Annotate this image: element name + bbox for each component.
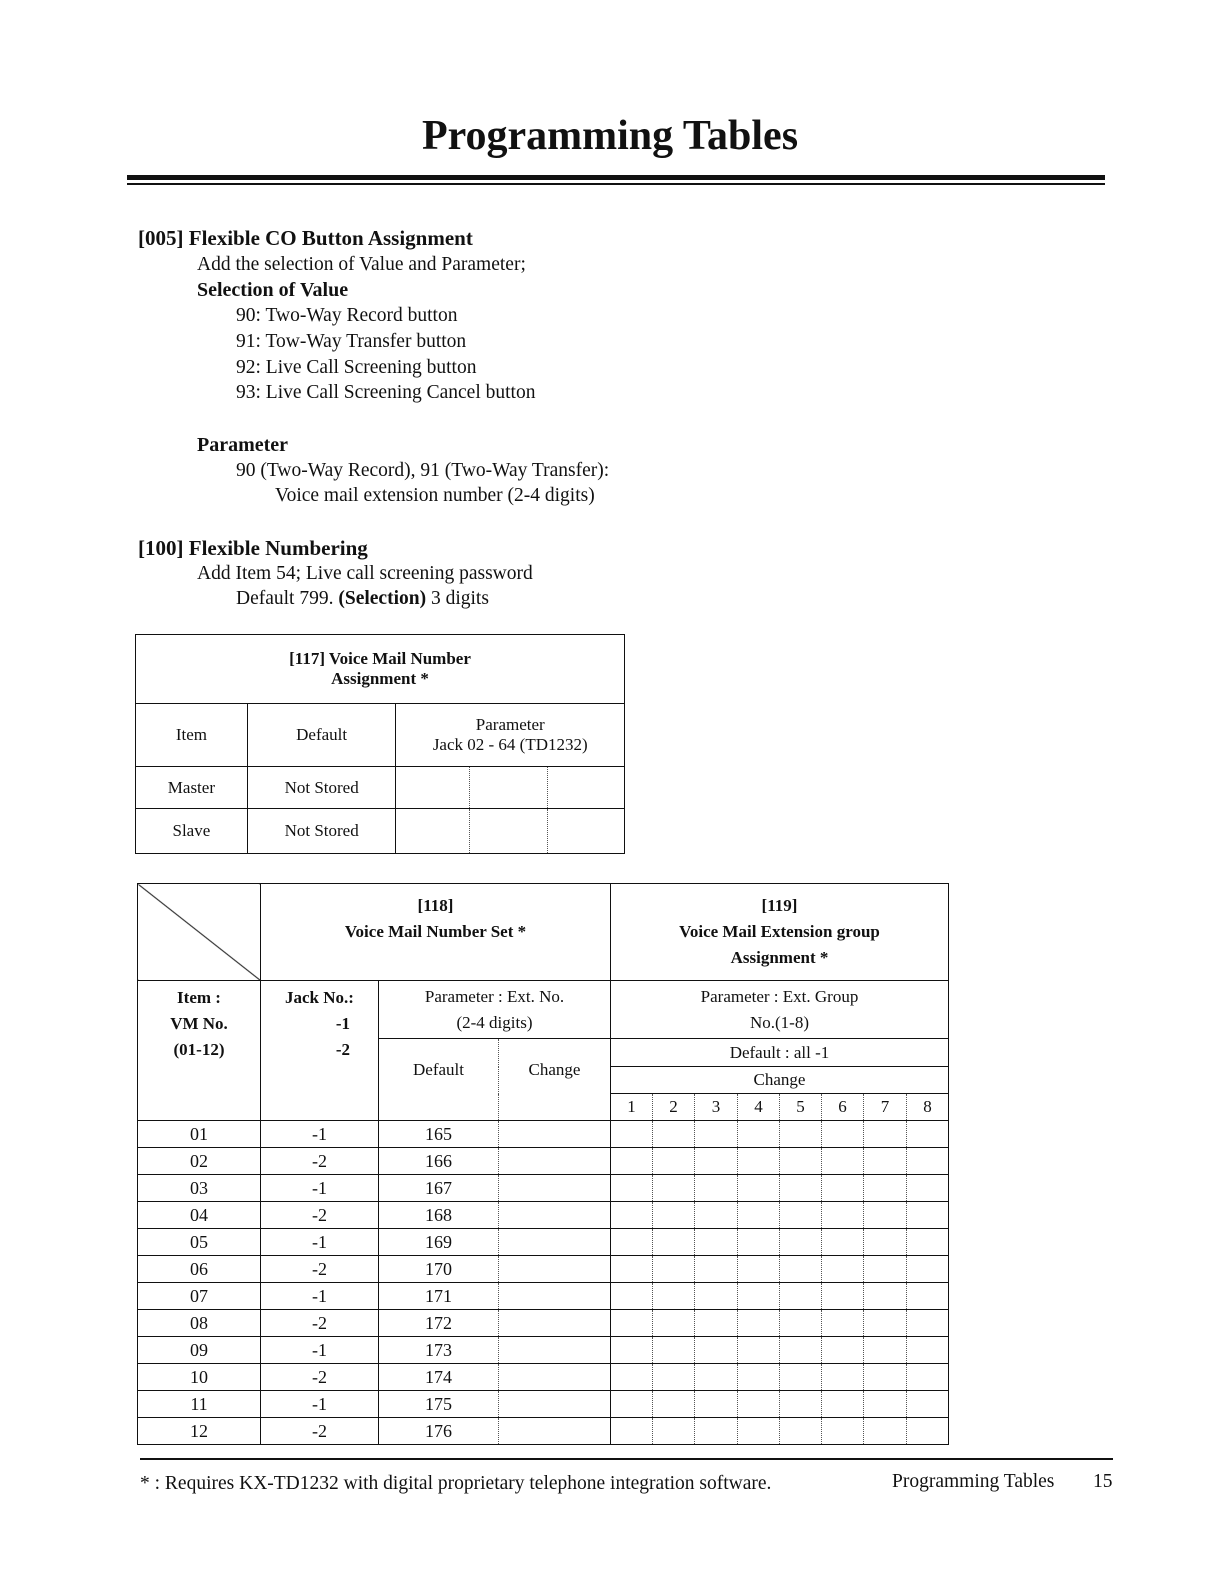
group-change-cell[interactable] — [864, 1418, 907, 1445]
group-change-cell[interactable] — [653, 1175, 695, 1202]
text: Parameter : Ext. No. — [424, 986, 565, 1006]
group-change-cell[interactable] — [822, 1391, 864, 1418]
group-change-cell[interactable] — [695, 1229, 738, 1256]
group-change-cell[interactable] — [780, 1175, 822, 1202]
col-param-group — [611, 981, 949, 1039]
title-line: [117] Voice Mail Number — [289, 649, 471, 668]
table-row — [138, 1418, 949, 1445]
text: No.(1-8) — [749, 1012, 809, 1032]
group-change-cell[interactable] — [738, 1283, 780, 1310]
jack-cell: -2 — [261, 1310, 379, 1337]
text: (01-12) — [173, 1040, 225, 1059]
vm-no-cell: 04 — [138, 1202, 261, 1229]
group-change-cell[interactable] — [653, 1121, 695, 1148]
group-change-cell[interactable] — [864, 1202, 907, 1229]
vm-no-cell: 11 — [138, 1391, 261, 1418]
col-default: Default — [379, 1039, 499, 1121]
group-change-cell[interactable] — [780, 1391, 822, 1418]
cell: Slave — [136, 809, 248, 854]
header-118 — [261, 884, 611, 981]
input-cell[interactable] — [396, 809, 470, 854]
default-ext-cell: 170 — [379, 1256, 499, 1283]
text: (2-4 digits) — [456, 1012, 533, 1032]
group-change-cell[interactable] — [864, 1229, 907, 1256]
group-change-cell[interactable] — [907, 1337, 949, 1364]
vm-no-cell: 12 — [138, 1418, 261, 1445]
group-change-cell[interactable] — [822, 1175, 864, 1202]
group-change-cell[interactable] — [864, 1256, 907, 1283]
vm-no-cell: 07 — [138, 1283, 261, 1310]
jack-cell: -1 — [261, 1337, 379, 1364]
group-change-cell[interactable] — [653, 1364, 695, 1391]
group-change-cell[interactable] — [653, 1202, 695, 1229]
parameter-line: 90 (Two-Way Record), 91 (Two-Way Transfer): — [236, 460, 610, 481]
group-change-cell[interactable] — [822, 1337, 864, 1364]
input-cell[interactable] — [548, 767, 625, 809]
group-change-cell[interactable] — [695, 1121, 738, 1148]
change-ext-cell[interactable] — [499, 1283, 611, 1310]
group-number: 4 — [738, 1094, 780, 1121]
jack-cell: -2 — [261, 1418, 379, 1445]
default-all: Default : all -1 — [611, 1039, 949, 1067]
table-row — [138, 1121, 949, 1148]
group-change-cell[interactable] — [695, 1202, 738, 1229]
input-cell[interactable] — [396, 767, 470, 809]
group-change-cell[interactable] — [822, 1256, 864, 1283]
change-ext-cell[interactable] — [499, 1364, 611, 1391]
group-change-cell[interactable] — [822, 1418, 864, 1445]
group-change-cell[interactable] — [822, 1310, 864, 1337]
group-change-cell[interactable] — [695, 1148, 738, 1175]
text: Parameter — [475, 715, 545, 734]
group-change-cell[interactable] — [653, 1337, 695, 1364]
group-change-cell[interactable] — [695, 1418, 738, 1445]
parameter-line: Voice mail extension number (2-4 digits) — [275, 485, 595, 506]
text: Jack No.: — [285, 988, 354, 1007]
group-change-cell[interactable] — [695, 1256, 738, 1283]
group-change-cell[interactable] — [780, 1418, 822, 1445]
group-change-cell[interactable] — [780, 1202, 822, 1229]
group-change-cell[interactable] — [738, 1148, 780, 1175]
group-change-cell[interactable] — [653, 1391, 695, 1418]
table-row — [138, 1202, 949, 1229]
jack-cell: -1 — [261, 1175, 379, 1202]
group-change-cell[interactable] — [907, 1175, 949, 1202]
default-ext-cell: 173 — [379, 1337, 499, 1364]
group-change-cell[interactable] — [907, 1364, 949, 1391]
group-change-cell[interactable] — [653, 1148, 695, 1175]
group-change-cell[interactable] — [738, 1121, 780, 1148]
value-item: 91: Tow-Way Transfer button — [236, 331, 467, 352]
default-ext-cell: 165 — [379, 1121, 499, 1148]
group-change-cell[interactable] — [738, 1364, 780, 1391]
group-number: 1 — [611, 1094, 653, 1121]
value-item: 93: Live Call Screening Cancel button — [236, 382, 536, 403]
table-row — [138, 1229, 949, 1256]
group-change-cell[interactable] — [780, 1148, 822, 1175]
diagonal-corner — [138, 884, 261, 981]
footer-rule — [140, 1458, 1113, 1460]
table-118-119 — [137, 883, 949, 1445]
col-param-ext — [379, 981, 611, 1039]
col-item: Item — [136, 704, 248, 767]
table-row — [138, 1256, 949, 1283]
group-change-cell[interactable] — [611, 1391, 653, 1418]
group-change-cell[interactable] — [907, 1148, 949, 1175]
group-change-cell[interactable] — [611, 1283, 653, 1310]
default-ext-cell: 167 — [379, 1175, 499, 1202]
table-row — [136, 809, 625, 854]
group-change-cell[interactable] — [738, 1256, 780, 1283]
title-rule-thin — [127, 183, 1105, 185]
group-change-cell[interactable] — [695, 1175, 738, 1202]
table-row — [138, 1175, 949, 1202]
group-change-cell[interactable] — [738, 1418, 780, 1445]
group-change-cell[interactable] — [695, 1364, 738, 1391]
group-change-cell[interactable] — [907, 1283, 949, 1310]
group-change-cell[interactable] — [653, 1256, 695, 1283]
group-number: 8 — [907, 1094, 949, 1121]
text: -2 — [335, 1040, 350, 1059]
selection-heading: Selection of Value — [197, 279, 349, 301]
vm-no-cell: 10 — [138, 1364, 261, 1391]
group-change-cell[interactable] — [695, 1283, 738, 1310]
default-ext-cell: 172 — [379, 1310, 499, 1337]
default-ext-cell: 169 — [379, 1229, 499, 1256]
default-ext-cell: 175 — [379, 1391, 499, 1418]
jack-cell: -2 — [261, 1364, 379, 1391]
table-row — [138, 1391, 949, 1418]
jack-cell: -1 — [261, 1283, 379, 1310]
group-change-cell[interactable] — [738, 1175, 780, 1202]
input-cell[interactable] — [548, 809, 625, 854]
group-change-cell[interactable] — [738, 1310, 780, 1337]
default-ext-cell: 171 — [379, 1283, 499, 1310]
change-ext-cell[interactable] — [499, 1310, 611, 1337]
text: Voice Mail Number Set * — [344, 922, 527, 941]
default-ext-cell: 168 — [379, 1202, 499, 1229]
text: [119] — [761, 896, 798, 915]
jack-cell: -1 — [261, 1229, 379, 1256]
group-change-cell[interactable] — [695, 1391, 738, 1418]
table-row — [138, 1364, 949, 1391]
group-change-cell[interactable] — [780, 1364, 822, 1391]
group-change-cell[interactable] — [907, 1229, 949, 1256]
col-change: Change — [499, 1039, 611, 1121]
footer-label: Programming Tables — [892, 1471, 1055, 1492]
group-change-cell[interactable] — [864, 1283, 907, 1310]
group-number: 7 — [864, 1094, 907, 1121]
vm-no-cell: 08 — [138, 1310, 261, 1337]
group-change-cell[interactable] — [822, 1148, 864, 1175]
group-change-cell[interactable] — [780, 1229, 822, 1256]
change-ext-cell[interactable] — [499, 1121, 611, 1148]
value-item: 90: Two-Way Record button — [236, 305, 458, 326]
group-number: 6 — [822, 1094, 864, 1121]
text: Parameter : Ext. Group — [700, 986, 859, 1006]
col-item-vm-no — [138, 981, 261, 1121]
vm-no-cell: 02 — [138, 1148, 261, 1175]
jack-cell: -2 — [261, 1202, 379, 1229]
group-change-cell[interactable] — [907, 1310, 949, 1337]
text: 3 digits — [426, 588, 489, 609]
section-100-line — [236, 588, 489, 610]
group-change-cell[interactable] — [611, 1310, 653, 1337]
group-change-cell[interactable] — [780, 1337, 822, 1364]
text: Default 799. — [236, 588, 339, 609]
group-change-cell[interactable] — [780, 1310, 822, 1337]
group-change-cell[interactable] — [695, 1337, 738, 1364]
table-117 — [135, 634, 625, 854]
group-change-cell[interactable] — [611, 1229, 653, 1256]
group-change-cell[interactable] — [822, 1229, 864, 1256]
table-117-title — [136, 635, 625, 704]
section-005-intro: Add the selection of Value and Parameter; — [197, 254, 526, 275]
group-change-cell[interactable] — [611, 1121, 653, 1148]
group-change-cell[interactable] — [611, 1256, 653, 1283]
input-cell[interactable] — [470, 767, 548, 809]
group-change-cell[interactable] — [611, 1364, 653, 1391]
group-change-cell[interactable] — [738, 1202, 780, 1229]
group-change-cell[interactable] — [864, 1391, 907, 1418]
group-change-cell[interactable] — [611, 1148, 653, 1175]
group-change-cell[interactable] — [907, 1391, 949, 1418]
change-ext-cell[interactable] — [499, 1148, 611, 1175]
group-change-cell[interactable] — [864, 1175, 907, 1202]
group-number: 5 — [780, 1094, 822, 1121]
group-change-cell[interactable] — [907, 1121, 949, 1148]
group-number: 3 — [695, 1094, 738, 1121]
jack-cell: -1 — [261, 1121, 379, 1148]
table-row — [138, 1148, 949, 1175]
group-change-cell[interactable] — [611, 1202, 653, 1229]
page-number: 15 — [1093, 1471, 1113, 1492]
footer-note: * : Requires KX-TD1232 with digital proprietary telephone integration software. — [140, 1473, 772, 1494]
vm-no-cell: 05 — [138, 1229, 261, 1256]
group-change-cell[interactable] — [738, 1337, 780, 1364]
vm-no-cell: 01 — [138, 1121, 261, 1148]
text: Jack 02 - 64 (TD1232) — [432, 735, 588, 754]
group-change-cell[interactable] — [611, 1337, 653, 1364]
group-change-cell[interactable] — [780, 1121, 822, 1148]
col-jack-no — [261, 981, 379, 1121]
title-rule-thick — [127, 175, 1105, 180]
section-100-heading: [100] Flexible Numbering — [138, 536, 368, 560]
text: -1 — [335, 1014, 350, 1033]
cell: Master — [136, 767, 248, 809]
group-number: 2 — [653, 1094, 695, 1121]
col-parameter — [396, 704, 625, 767]
group-change-cell[interactable] — [822, 1364, 864, 1391]
section-100-line: Add Item 54; Live call screening password — [197, 563, 533, 584]
text-bold: (Selection) — [338, 588, 427, 609]
change-ext-cell[interactable] — [499, 1175, 611, 1202]
group-change-cell[interactable] — [738, 1391, 780, 1418]
group-change-cell[interactable] — [653, 1283, 695, 1310]
group-change-cell[interactable] — [653, 1310, 695, 1337]
group-change-cell[interactable] — [822, 1121, 864, 1148]
text: Voice Mail Extension group — [679, 922, 880, 941]
jack-cell: -2 — [261, 1256, 379, 1283]
value-item: 92: Live Call Screening button — [236, 357, 477, 378]
change-ext-cell[interactable] — [499, 1256, 611, 1283]
table-row — [136, 767, 625, 809]
jack-cell: -2 — [261, 1148, 379, 1175]
header-119 — [611, 884, 949, 981]
group-change-cell[interactable] — [864, 1121, 907, 1148]
group-change-cell[interactable] — [611, 1175, 653, 1202]
col-default: Default — [247, 704, 396, 767]
group-change-cell[interactable] — [695, 1310, 738, 1337]
default-ext-cell: 174 — [379, 1364, 499, 1391]
group-change-cell[interactable] — [611, 1418, 653, 1445]
group-change-cell[interactable] — [907, 1418, 949, 1445]
text: Item : — [177, 988, 221, 1007]
parameter-heading: Parameter — [197, 434, 289, 456]
table-row — [138, 1337, 949, 1364]
group-change-cell[interactable] — [864, 1148, 907, 1175]
default-ext-cell: 176 — [379, 1418, 499, 1445]
section-005-heading: [005] Flexible CO Button Assignment — [138, 226, 473, 250]
change-ext-cell[interactable] — [499, 1337, 611, 1364]
group-change-cell[interactable] — [822, 1283, 864, 1310]
table-row — [138, 1283, 949, 1310]
page-title: Programming Tables — [421, 113, 799, 159]
change-ext-cell[interactable] — [499, 1391, 611, 1418]
group-change-cell[interactable] — [738, 1229, 780, 1256]
title-line: Assignment * — [331, 669, 429, 688]
group-change-cell[interactable] — [907, 1202, 949, 1229]
group-change-cell[interactable] — [864, 1337, 907, 1364]
group-change-cell[interactable] — [864, 1310, 907, 1337]
cell: Not Stored — [247, 767, 396, 809]
table-row — [138, 1310, 949, 1337]
group-change-cell[interactable] — [653, 1418, 695, 1445]
group-change-cell[interactable] — [780, 1283, 822, 1310]
group-change-cell[interactable] — [822, 1202, 864, 1229]
input-cell[interactable] — [470, 809, 548, 854]
vm-no-cell: 06 — [138, 1256, 261, 1283]
change-ext-cell[interactable] — [499, 1229, 611, 1256]
col-change-groups: Change — [611, 1067, 949, 1094]
change-ext-cell[interactable] — [499, 1418, 611, 1445]
group-change-cell[interactable] — [864, 1364, 907, 1391]
vm-no-cell: 03 — [138, 1175, 261, 1202]
group-change-cell[interactable] — [907, 1256, 949, 1283]
text: [118] — [417, 896, 454, 915]
jack-cell: -1 — [261, 1391, 379, 1418]
change-ext-cell[interactable] — [499, 1202, 611, 1229]
text: VM No. — [170, 1014, 228, 1033]
group-change-cell[interactable] — [780, 1256, 822, 1283]
default-ext-cell: 166 — [379, 1148, 499, 1175]
vm-no-cell: 09 — [138, 1337, 261, 1364]
text: Assignment * — [730, 948, 829, 967]
cell: Not Stored — [247, 809, 396, 854]
group-change-cell[interactable] — [653, 1229, 695, 1256]
